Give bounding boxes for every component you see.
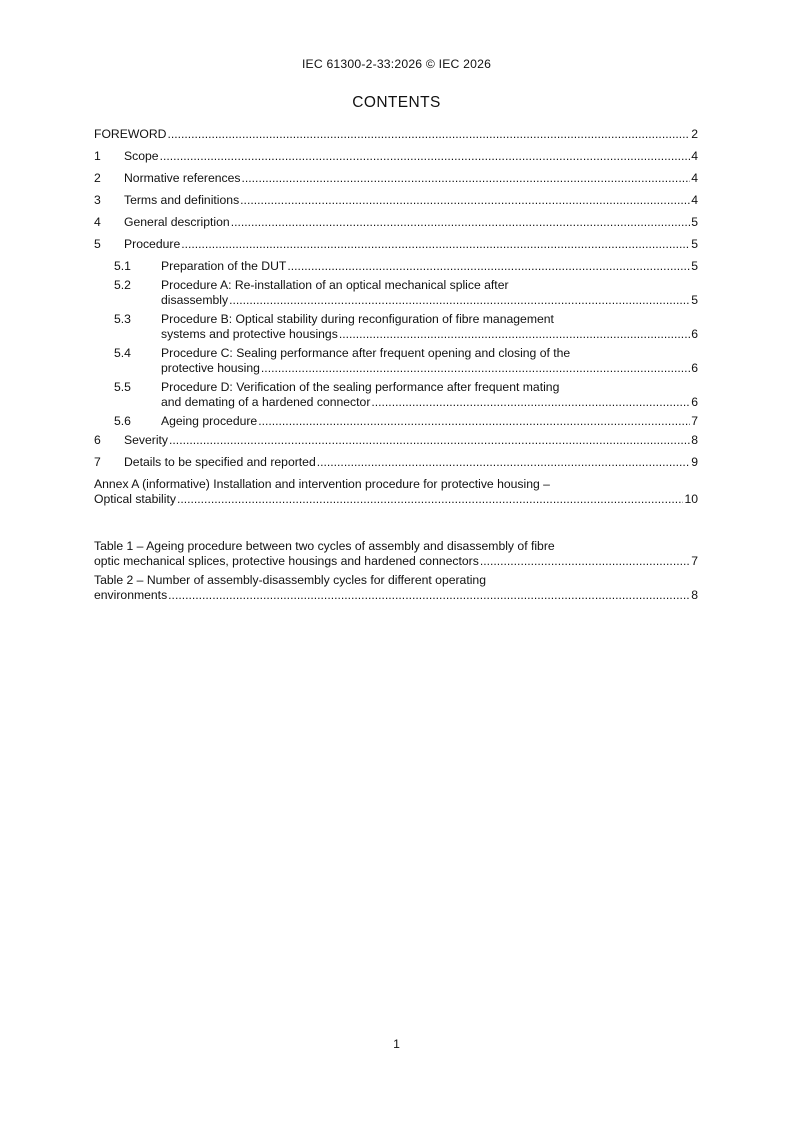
toc-entry-scope[interactable] bbox=[94, 149, 698, 164]
toc-entry-5-3[interactable] bbox=[94, 312, 698, 342]
leader-dots bbox=[240, 193, 690, 208]
toc-page: 6 bbox=[691, 361, 698, 375]
toc-entry-5-6[interactable] bbox=[94, 414, 698, 429]
toc-label-line1: Table 2 – Number of assembly-disassembly cycles for different operating bbox=[94, 573, 486, 587]
toc-entry-severity[interactable] bbox=[94, 433, 698, 448]
toc-entry-procedure[interactable] bbox=[94, 237, 698, 252]
leader-dots bbox=[258, 414, 690, 429]
toc-number: 5.6 bbox=[114, 414, 131, 428]
toc-label-line2: optic mechanical splices, protective housings and hardened connectors bbox=[94, 554, 479, 568]
toc-page: 5 bbox=[691, 259, 698, 273]
toc-page: 8 bbox=[691, 588, 698, 602]
document-header: IEC 61300-2-33:2026 © IEC 2026 bbox=[301, 57, 492, 71]
toc-number: 5.5 bbox=[114, 380, 131, 394]
toc-label-line2: systems and protective housings bbox=[161, 327, 338, 341]
leader-dots bbox=[261, 361, 690, 376]
toc-entry-5-1[interactable] bbox=[94, 259, 698, 274]
leader-dots bbox=[229, 293, 690, 308]
toc-page: 5 bbox=[691, 293, 698, 307]
toc-number: 5.4 bbox=[114, 346, 131, 360]
toc-label-line2: and demating of a hardened connector bbox=[161, 395, 371, 409]
leader-dots bbox=[181, 237, 690, 252]
toc-number: 7 bbox=[94, 455, 101, 469]
leader-dots bbox=[168, 588, 690, 603]
toc-page: 10 bbox=[684, 492, 698, 506]
toc-number: 5.1 bbox=[114, 259, 131, 273]
leader-dots bbox=[317, 455, 690, 470]
toc-page: 6 bbox=[691, 327, 698, 341]
toc-page: 4 bbox=[691, 149, 698, 163]
page-number: 1 bbox=[393, 1037, 400, 1051]
toc-label-line2: disassembly bbox=[161, 293, 229, 307]
toc-number: 5 bbox=[94, 237, 101, 251]
toc-number: 2 bbox=[94, 171, 101, 185]
toc-number: 4 bbox=[94, 215, 101, 229]
toc-page: 4 bbox=[691, 171, 698, 185]
toc-entry-table-1[interactable] bbox=[94, 539, 698, 569]
toc-label: Scope bbox=[124, 149, 159, 163]
leader-dots bbox=[231, 215, 691, 230]
toc-label: Normative references bbox=[124, 171, 241, 185]
toc-page: 4 bbox=[691, 193, 698, 207]
toc-label: Severity bbox=[124, 433, 169, 447]
toc-label: FOREWORD bbox=[94, 127, 167, 141]
toc-entry-general-description[interactable] bbox=[94, 215, 698, 230]
toc-label-line2: Optical stability bbox=[94, 492, 176, 506]
toc-entry-5-2[interactable] bbox=[94, 278, 698, 308]
toc-page: 7 bbox=[691, 554, 698, 568]
leader-dots bbox=[177, 492, 683, 507]
toc-label-line1: Procedure A: Re-installation of an optical mechanical splice after bbox=[161, 278, 509, 292]
leader-dots bbox=[169, 433, 690, 448]
toc-label-line1: Procedure B: Optical stability during reconfiguration of fibre management bbox=[161, 312, 554, 326]
toc-entry-foreword[interactable] bbox=[94, 127, 698, 142]
toc-page: 5 bbox=[691, 215, 698, 229]
toc-number: 6 bbox=[94, 433, 101, 447]
toc-entry-5-4[interactable] bbox=[94, 346, 698, 376]
toc-number: 5.2 bbox=[114, 278, 131, 292]
toc-page: 6 bbox=[691, 395, 698, 409]
toc-label: Preparation of the DUT bbox=[161, 259, 287, 273]
toc-entry-5-5[interactable] bbox=[94, 380, 698, 410]
toc-label-line1: Annex A (informative) Installation and intervention procedure for protective housing – bbox=[94, 477, 550, 491]
leader-dots bbox=[371, 395, 690, 410]
toc-label-line2: protective housing bbox=[161, 361, 260, 375]
toc-page: 5 bbox=[691, 237, 698, 251]
toc-number: 3 bbox=[94, 193, 101, 207]
toc-label: General description bbox=[124, 215, 230, 229]
table-of-contents bbox=[94, 127, 698, 514]
list-of-tables bbox=[94, 539, 698, 607]
toc-page: 9 bbox=[691, 455, 698, 469]
page-title: CONTENTS bbox=[352, 94, 441, 111]
toc-page: 2 bbox=[691, 127, 698, 141]
toc-number: 1 bbox=[94, 149, 101, 163]
toc-label-line1: Procedure C: Sealing performance after frequent opening and closing of the bbox=[161, 346, 571, 360]
toc-entry-terms-definitions[interactable] bbox=[94, 193, 698, 208]
toc-page: 8 bbox=[691, 433, 698, 447]
toc-label: Ageing procedure bbox=[161, 414, 258, 428]
toc-label: Details to be specified and reported bbox=[124, 455, 316, 469]
toc-number: 5.3 bbox=[114, 312, 131, 326]
leader-dots bbox=[339, 327, 690, 342]
toc-entry-details[interactable] bbox=[94, 455, 698, 470]
toc-label: Procedure bbox=[124, 237, 181, 251]
toc-entry-table-2[interactable] bbox=[94, 573, 698, 603]
toc-label-line2: environments bbox=[94, 588, 168, 602]
toc-page: 7 bbox=[691, 414, 698, 428]
leader-dots bbox=[167, 127, 690, 142]
toc-label-line1: Table 1 – Ageing procedure between two cycles of assembly and disassembly of fibre bbox=[94, 539, 555, 553]
toc-label-line1: Procedure D: Verification of the sealing performance after frequent mating bbox=[161, 380, 560, 394]
leader-dots bbox=[287, 259, 690, 274]
toc-entry-annex-a[interactable] bbox=[94, 477, 698, 507]
leader-dots bbox=[480, 554, 690, 569]
leader-dots bbox=[160, 149, 691, 164]
toc-entry-normative-references[interactable] bbox=[94, 171, 698, 186]
toc-label: Terms and definitions bbox=[124, 193, 240, 207]
leader-dots bbox=[242, 171, 691, 186]
